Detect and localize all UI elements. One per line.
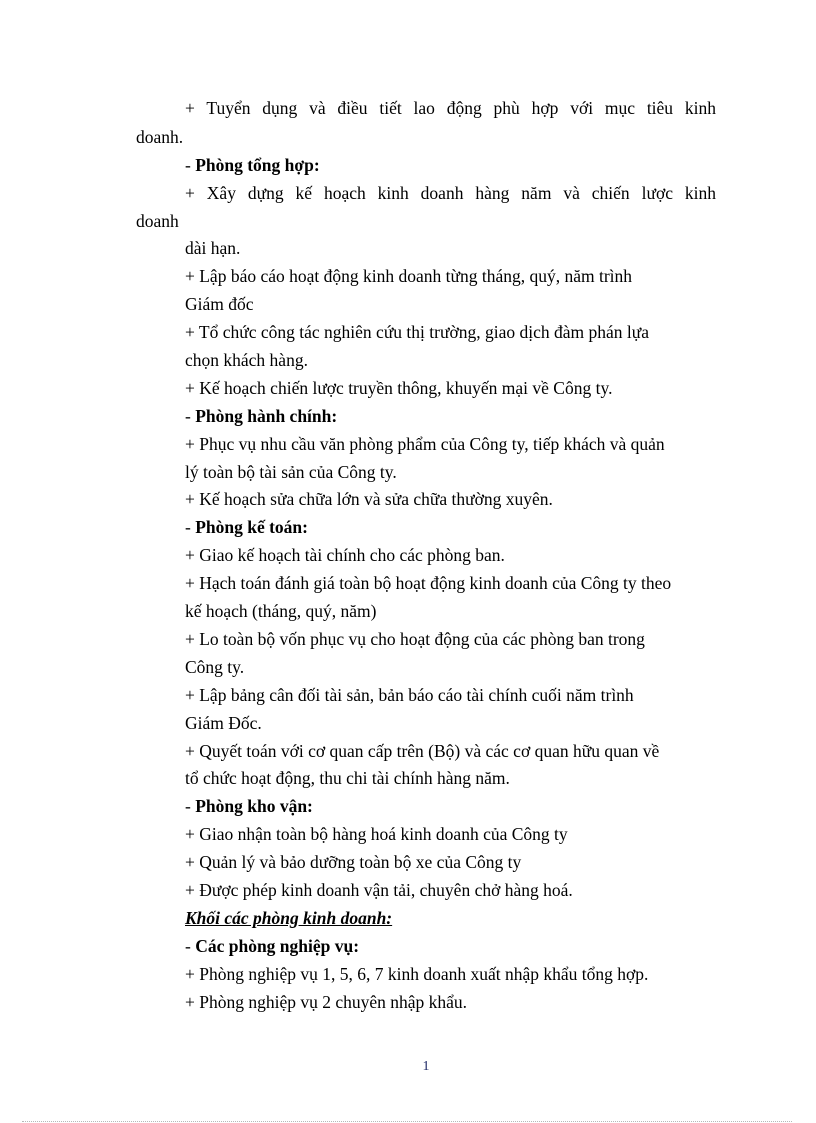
body-line: + Hạch toán đánh giá toàn bộ hoạt động kinh doanh của Công ty theo xyxy=(185,573,672,593)
body-line: + Quyết toán với cơ quan cấp trên (Bộ) và các cơ quan hữu quan về xyxy=(185,741,660,761)
heading-prefix: - xyxy=(185,517,196,537)
body-line: + Phòng nghiệp vụ 1, 5, 6, 7 kinh doanh xuất nhập khẩu tổng hợp. xyxy=(185,964,649,984)
page-number: 1 xyxy=(422,1059,430,1074)
section-heading-phong-tong-hop xyxy=(185,153,320,177)
body-line: + Giao kế hoạch tài chính cho các phòng ban. xyxy=(185,545,505,565)
section-heading-phong-kho-van xyxy=(185,794,313,818)
body-line: + Lập báo cáo hoạt động kinh doanh từng tháng, quý, năm trình xyxy=(185,266,633,286)
body-line: chọn khách hàng. xyxy=(185,350,308,370)
body-line: lý toàn bộ tài sản của Công ty. xyxy=(185,462,397,482)
body-line: Giám đốc xyxy=(185,294,254,314)
body-line: + Lo toàn bộ vốn phục vụ cho hoạt động của các phòng ban trong xyxy=(185,629,645,649)
body-line: dài hạn. xyxy=(185,238,241,258)
heading-prefix: - xyxy=(185,936,196,956)
heading-text: Phòng kế toán: xyxy=(195,517,308,537)
body-line: + Quản lý và bảo dưỡng toàn bộ xe của Công ty xyxy=(185,852,522,872)
heading-prefix: - xyxy=(185,406,196,426)
body-line: + Kế hoạch sửa chữa lớn và sửa chữa thường xuyên. xyxy=(185,489,553,509)
body-line: + Tổ chức công tác nghiên cứu thị trường, giao dịch đàm phán lựa xyxy=(185,322,649,342)
body-line: doanh. xyxy=(136,127,184,147)
body-line: + Được phép kinh doanh vận tải, chuyên chở hàng hoá. xyxy=(185,880,573,900)
body-line: doanh xyxy=(136,211,179,231)
body-line: + Phòng nghiệp vụ 2 chuyên nhập khẩu. xyxy=(185,992,468,1012)
heading-text: Phòng hành chính: xyxy=(195,406,338,426)
body-line: + Lập bảng cân đối tài sản, bản báo cáo tài chính cuối năm trình xyxy=(185,685,634,705)
footer-divider xyxy=(22,1121,792,1122)
body-line: kế hoạch (tháng, quý, năm) xyxy=(185,601,377,621)
heading-prefix: - xyxy=(185,796,196,816)
section-heading-phong-hanh-chinh xyxy=(185,404,337,428)
body-line: + Tuyển dụng và điều tiết lao động phù hợp với mục tiêu kinh xyxy=(185,98,716,118)
section-heading-phong-ke-toan xyxy=(185,515,308,539)
heading-text: Phòng kho vận: xyxy=(195,796,313,816)
body-line: + Phục vụ nhu cầu văn phòng phẩm của Công ty, tiếp khách và quản xyxy=(185,434,665,454)
heading-text: Phòng tổng hợp: xyxy=(195,155,320,175)
body-line: + Kế hoạch chiến lược truyền thông, khuyến mại về Công ty. xyxy=(185,378,613,398)
body-line: + Xây dựng kế hoạch kinh doanh hàng năm và chiến lược kinh xyxy=(185,183,716,203)
body-line: + Giao nhận toàn bộ hàng hoá kinh doanh của Công ty xyxy=(185,824,568,844)
heading-prefix: - xyxy=(185,155,196,175)
section-heading-cac-phong-nghiep-vu xyxy=(185,934,359,958)
section-heading-khoi-kinh-doanh: Khối các phòng kinh doanh: xyxy=(185,908,393,928)
heading-text: Các phòng nghiệp vụ: xyxy=(195,936,360,956)
body-line: Giám Đốc. xyxy=(185,713,262,733)
body-line: tổ chức hoạt động, thu chi tài chính hàng năm. xyxy=(185,768,510,788)
body-line: Công ty. xyxy=(185,657,245,677)
